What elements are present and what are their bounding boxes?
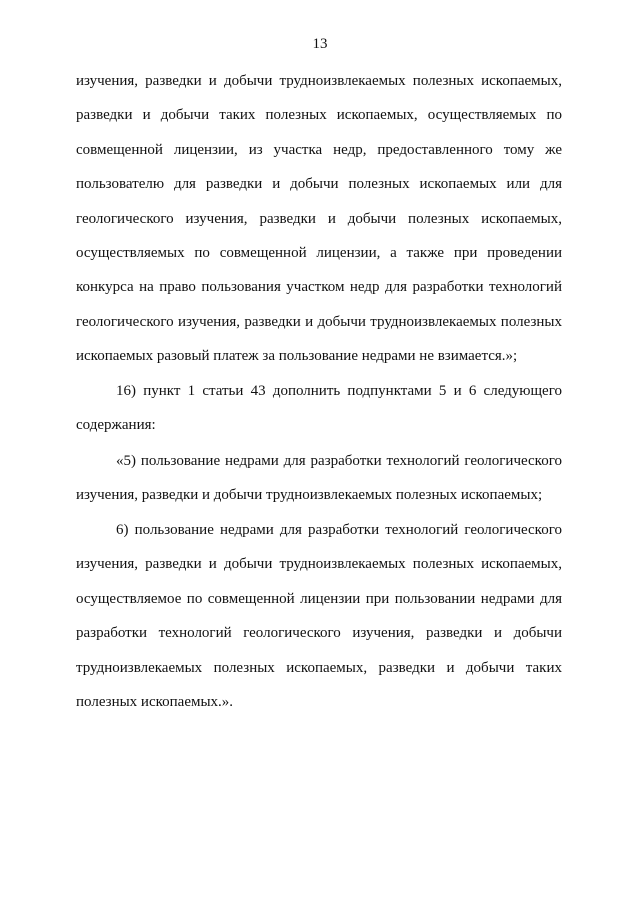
text-line: совмещенной лицензии, из участка недр, предоставленного тому же: [76, 141, 562, 158]
text-line: осуществляемое по совмещенной лицензии при пользовании недрами для: [76, 590, 562, 607]
text-line: содержания:: [76, 417, 156, 434]
paragraph-subitem-5: [76, 444, 562, 513]
text-line: конкурса на право пользования участком недр для разработки технологий: [76, 279, 562, 296]
text-line: трудноизвлекаемых полезных ископаемых, разведки и добычи таких: [76, 659, 562, 676]
text-line: разведки и добычи таких полезных ископаемых, осуществляемых по: [76, 107, 562, 124]
text-line: изучения, разведки и добычи трудноизвлекаемых полезных ископаемых,: [76, 73, 562, 89]
page-number: 13: [312, 36, 328, 52]
text-line: «5) пользование недрами для разработки технологий геологического: [116, 453, 562, 469]
text-line: разработки технологий геологического изучения, разведки и добычи: [76, 625, 562, 642]
text-line: геологического изучения, разведки и добычи трудноизвлекаемых полезных: [76, 313, 562, 330]
text-line: 6) пользование недрами для разработки технологий геологического: [116, 522, 562, 538]
text-line: 16) пункт 1 статьи 43 дополнить подпунктами 5 и 6 следующего: [116, 383, 562, 399]
text-line: геологического изучения, разведки и добычи полезных ископаемых,: [76, 210, 562, 227]
text-line: ископаемых разовый платеж за пользование недрами не взимается.»;: [76, 348, 518, 365]
paragraph-continuation: [76, 64, 562, 374]
text-line: пользователю для разведки и добычи полезных ископаемых или для: [76, 176, 562, 193]
text-line: изучения, разведки и добычи трудноизвлекаемых полезных ископаемых,: [76, 556, 562, 573]
text-line: изучения, разведки и добычи трудноизвлекаемых полезных ископаемых;: [76, 487, 543, 504]
text-line: полезных ископаемых.».: [76, 693, 234, 710]
text-line: осуществляемых по совмещенной лицензии, а также при проведении: [76, 244, 562, 261]
paragraph-subitem-6: [76, 513, 562, 719]
paragraph-item-16: [76, 374, 562, 443]
